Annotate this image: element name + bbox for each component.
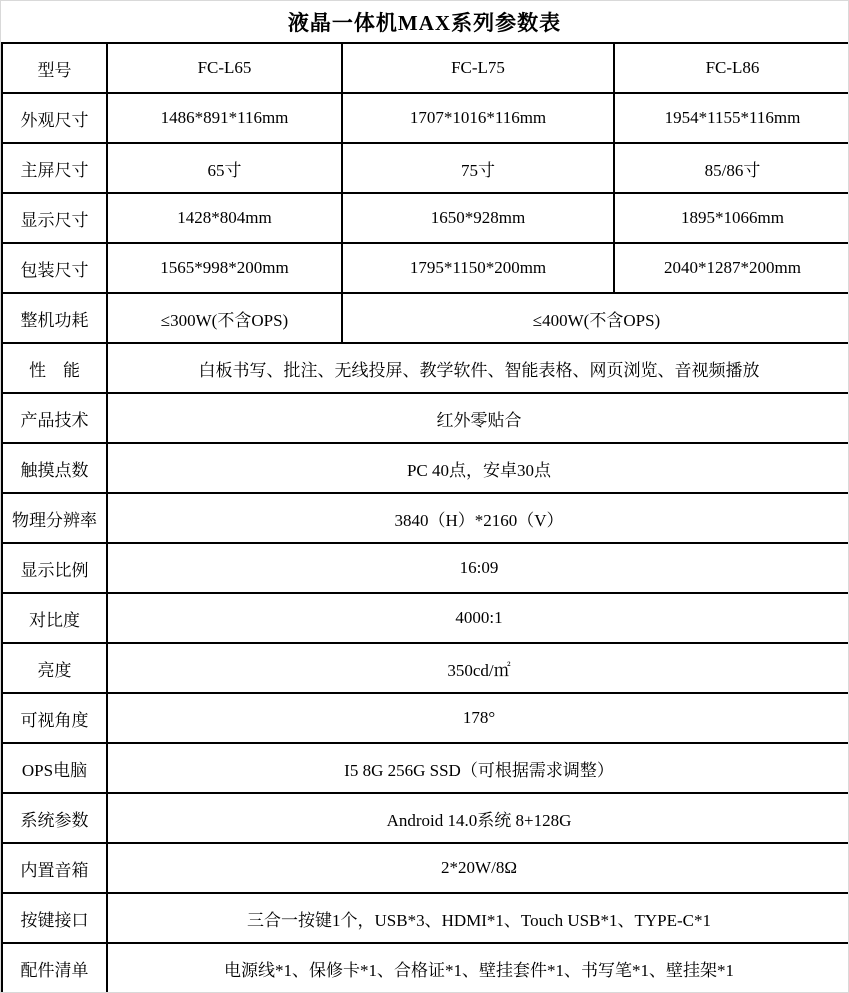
cell-speakers: 2*20W/8Ω [107,843,849,893]
cell-screen-size-l65: 65寸 [107,143,342,193]
cell-package-size-l75: 1795*1150*200mm [342,243,614,293]
row-label-performance: 性 能 [2,343,107,393]
row-label-touch-points: 触摸点数 [2,443,107,493]
row-label-exterior-size: 外观尺寸 [2,93,107,143]
table-row-system-params [2,793,849,843]
table-row-exterior-size [2,93,849,143]
table-row-package-size [2,243,849,293]
row-label-viewing-angle: 可视角度 [2,693,107,743]
table-row-power-consumption [2,293,849,343]
cell-buttons-ports: 三合一按键1个，USB*3、HDMI*1、Touch USB*1、TYPE-C*1 [107,893,849,943]
cell-brightness: 350cd/㎡ [107,643,849,693]
cell-package-size-l86: 2040*1287*200mm [614,243,849,293]
cell-contrast: 4000:1 [107,593,849,643]
row-label-buttons-ports: 按键接口 [2,893,107,943]
cell-display-size-l65: 1428*804mm [107,193,342,243]
cell-exterior-size-l75: 1707*1016*116mm [342,93,614,143]
table-row-ops-computer [2,743,849,793]
row-label-ops-computer: OPS电脑 [2,743,107,793]
table-row-resolution [2,493,849,543]
cell-ops-computer: I5 8G 256G SSD（可根据需求调整） [107,743,849,793]
table-row-accessories [2,943,849,993]
row-label-brightness: 亮度 [2,643,107,693]
row-label-product-tech: 产品技术 [2,393,107,443]
table-row-viewing-angle [2,693,849,743]
cell-package-size-l65: 1565*998*200mm [107,243,342,293]
row-label-model: 型号 [2,43,107,93]
cell-model-l75: FC-L75 [342,43,614,93]
row-label-contrast: 对比度 [2,593,107,643]
spec-table [1,42,849,993]
row-label-speakers: 内置音箱 [2,843,107,893]
table-row-screen-size [2,143,849,193]
cell-screen-size-l75: 75寸 [342,143,614,193]
cell-model-l86: FC-L86 [614,43,849,93]
cell-product-tech: 红外零贴合 [107,393,849,443]
cell-power-consumption-l65: ≤300W(不含OPS) [107,293,342,343]
table-row-product-tech [2,393,849,443]
table-row-touch-points [2,443,849,493]
row-label-package-size: 包装尺寸 [2,243,107,293]
table-row-display-size [2,193,849,243]
cell-exterior-size-l86: 1954*1155*116mm [614,93,849,143]
cell-system-params: Android 14.0系统 8+128G [107,793,849,843]
cell-exterior-size-l65: 1486*891*116mm [107,93,342,143]
cell-aspect-ratio: 16:09 [107,543,849,593]
cell-viewing-angle: 178° [107,693,849,743]
table-row-model [2,43,849,93]
cell-power-consumption-l75-l86: ≤400W(不含OPS) [342,293,849,343]
table-row-aspect-ratio [2,543,849,593]
row-label-resolution: 物理分辨率 [2,493,107,543]
row-label-screen-size: 主屏尺寸 [2,143,107,193]
cell-performance: 白板书写、批注、无线投屏、教学软件、智能表格、网页浏览、音视频播放 [107,343,849,393]
row-label-display-size: 显示尺寸 [2,193,107,243]
cell-model-l65: FC-L65 [107,43,342,93]
table-row-contrast [2,593,849,643]
row-label-power-consumption: 整机功耗 [2,293,107,343]
table-row-brightness [2,643,849,693]
cell-screen-size-l86: 85/86寸 [614,143,849,193]
cell-touch-points: PC 40点，安卓30点 [107,443,849,493]
cell-accessories: 电源线*1、保修卡*1、合格证*1、壁挂套件*1、书写笔*1、壁挂架*1 [107,943,849,993]
row-label-accessories: 配件清单 [2,943,107,993]
table-row-performance [2,343,849,393]
row-label-system-params: 系统参数 [2,793,107,843]
cell-display-size-l86: 1895*1066mm [614,193,849,243]
cell-display-size-l75: 1650*928mm [342,193,614,243]
page-title: 液晶一体机MAX系列参数表 [287,10,562,35]
table-row-speakers [2,843,849,893]
row-label-aspect-ratio: 显示比例 [2,543,107,593]
cell-resolution: 3840（H）*2160（V） [107,493,849,543]
table-row-buttons-ports [2,893,849,943]
